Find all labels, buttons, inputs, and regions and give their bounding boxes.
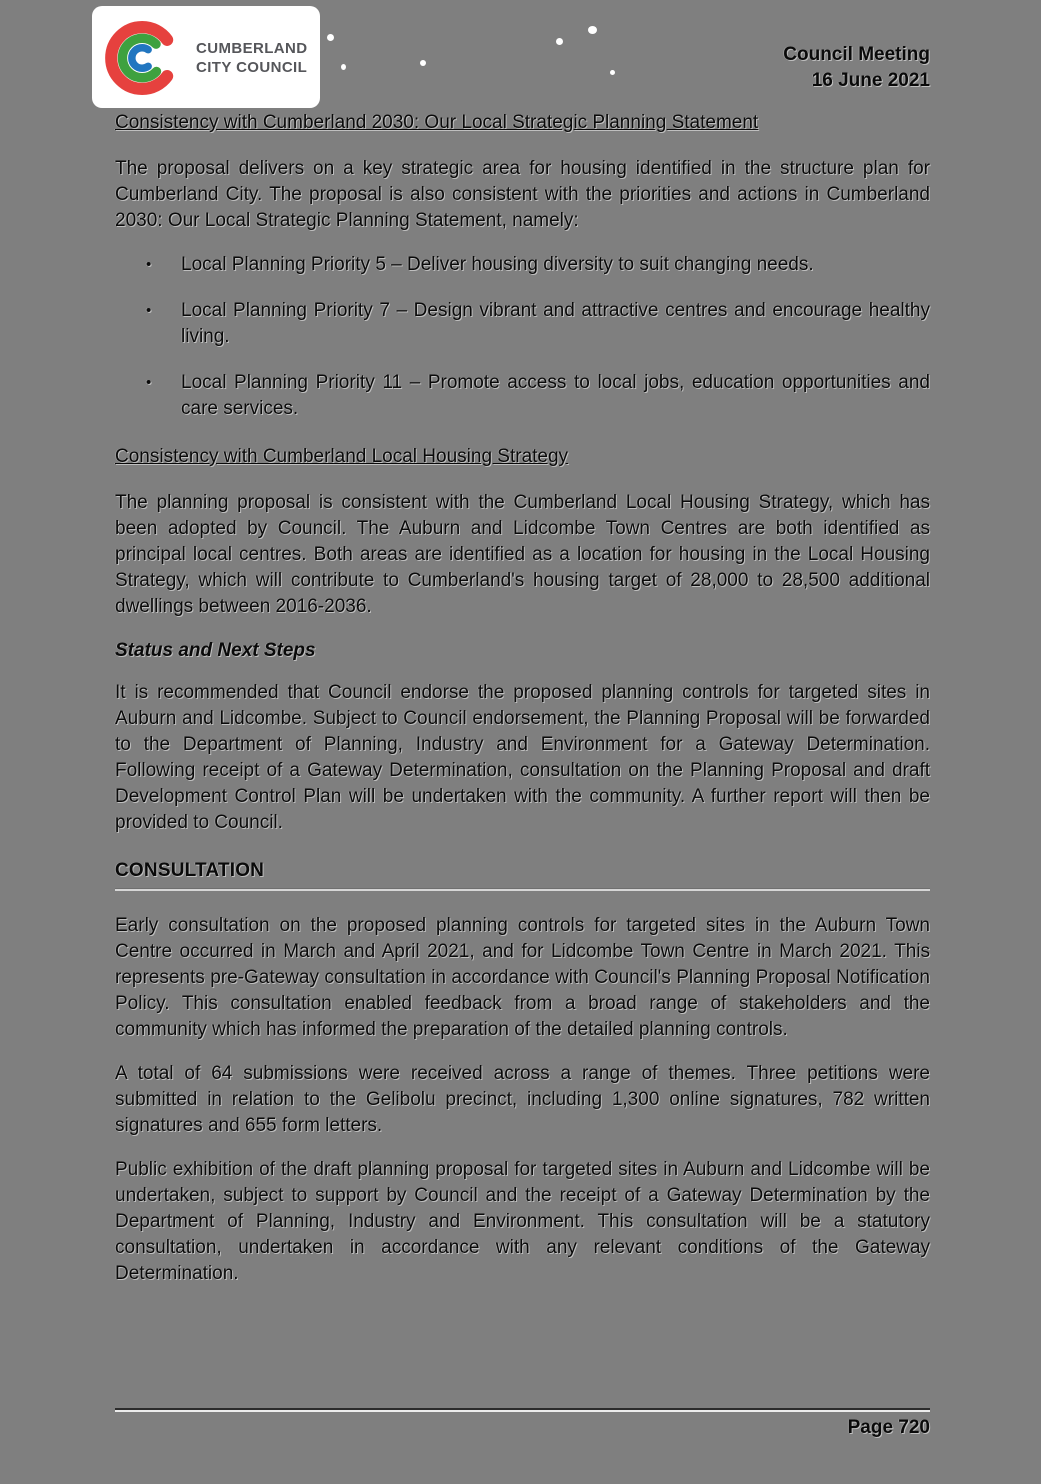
document-footer [115,1408,930,1441]
logo-org-line2: CITY COUNCIL [196,59,308,76]
paragraph-consultation-1: Early consultation on the proposed planning controls for targeted sites in the Auburn Town Centre occurred in March and April 2021, and for Lidcombe Town Centre in March 2021. This represents pre-Gateway consultation in accordance with Council's Planning Proposal Notification Policy. This consultation enabled feedback from a broad range of stakeholders and the community which has informed the preparation of the detailed planning controls. [115,915,930,1040]
consultation-heading-rule [115,888,930,891]
meeting-date: 16 June 2021 [811,70,930,91]
planning-priority-list [115,252,930,422]
bullet-icon: • [146,374,152,391]
heading-lsps-consistency: Consistency with Cumberland 2030: Our Local Strategic Planning Statement [115,112,759,133]
page-number: Page 720 [847,1417,930,1438]
heading-status-next-steps: Status and Next Steps [115,640,316,661]
meeting-title: Council Meeting [783,44,930,65]
list-item [115,298,930,350]
heading-consultation: CONSULTATION [115,860,265,881]
bullet-text: Local Planning Priority 5 – Deliver housing diversity to suit changing needs. [181,254,814,275]
paragraph-consultation-3: Public exhibition of the draft planning proposal for targeted sites in Auburn and Lidcombe will be undertaken, subject to support by Council and the receipt of a Gateway Determination by the Department of Planning, Industry and Environment. This consultation will be a statutory consultation, undertaken in accordance with any relevant conditions of the Gateway Determination. [115,1159,930,1284]
paragraph-status: It is recommended that Council endorse the proposed planning controls for targeted sites in Auburn and Lidcombe. Subject to Council endorsement, the Planning Proposal will be forwarded to the Department of Planning, Industry and Environment for a Gateway Determination. Following receipt of a Gateway Determination, consultation on the Planning Proposal and draft Development Control Plan will be undertaken with the community. A further report will then be provided to Council. [115,682,930,833]
logo-org-line1: CUMBERLAND [196,40,308,57]
bullet-text: Local Planning Priority 11 – Promote access to local jobs, education opportunities and care services. [181,372,930,419]
list-item [115,252,930,278]
heading-lhs-consistency: Consistency with Cumberland Local Housing Strategy [115,446,569,467]
bullet-icon: • [146,256,152,273]
bullet-text: Local Planning Priority 7 – Design vibrant and attractive centres and encourage healthy living. [181,300,930,347]
paragraph-lsps: The proposal delivers on a key strategic area for housing identified in the structure plan for Cumberland City. The proposal is also consistent with the priorities and actions in Cumberland 2030: Our Local Strategic Planning Statement, namely: [115,158,930,231]
paragraph-consultation-2: A total of 64 submissions were received across a range of themes. Three petitions were submitted in relation to the Gelibolu precinct, including 1,300 online signatures, 782 written signatures and 655 form letters. [115,1063,930,1136]
document-body [115,0,930,1287]
list-item [115,370,930,422]
bullet-icon: • [146,302,152,319]
paragraph-lhs: The planning proposal is consistent with the Cumberland Local Housing Strategy, which has been adopted by Council. The Auburn and Lidcombe Town Centres are both identified as principal local centres. Both areas are identified as a location for housing in the Local Housing Strategy, which will contribute to Cumberland's housing target of 28,000 to 28,500 additional dwellings between 2016-2036. [115,492,930,617]
footer-rule [115,1408,930,1410]
